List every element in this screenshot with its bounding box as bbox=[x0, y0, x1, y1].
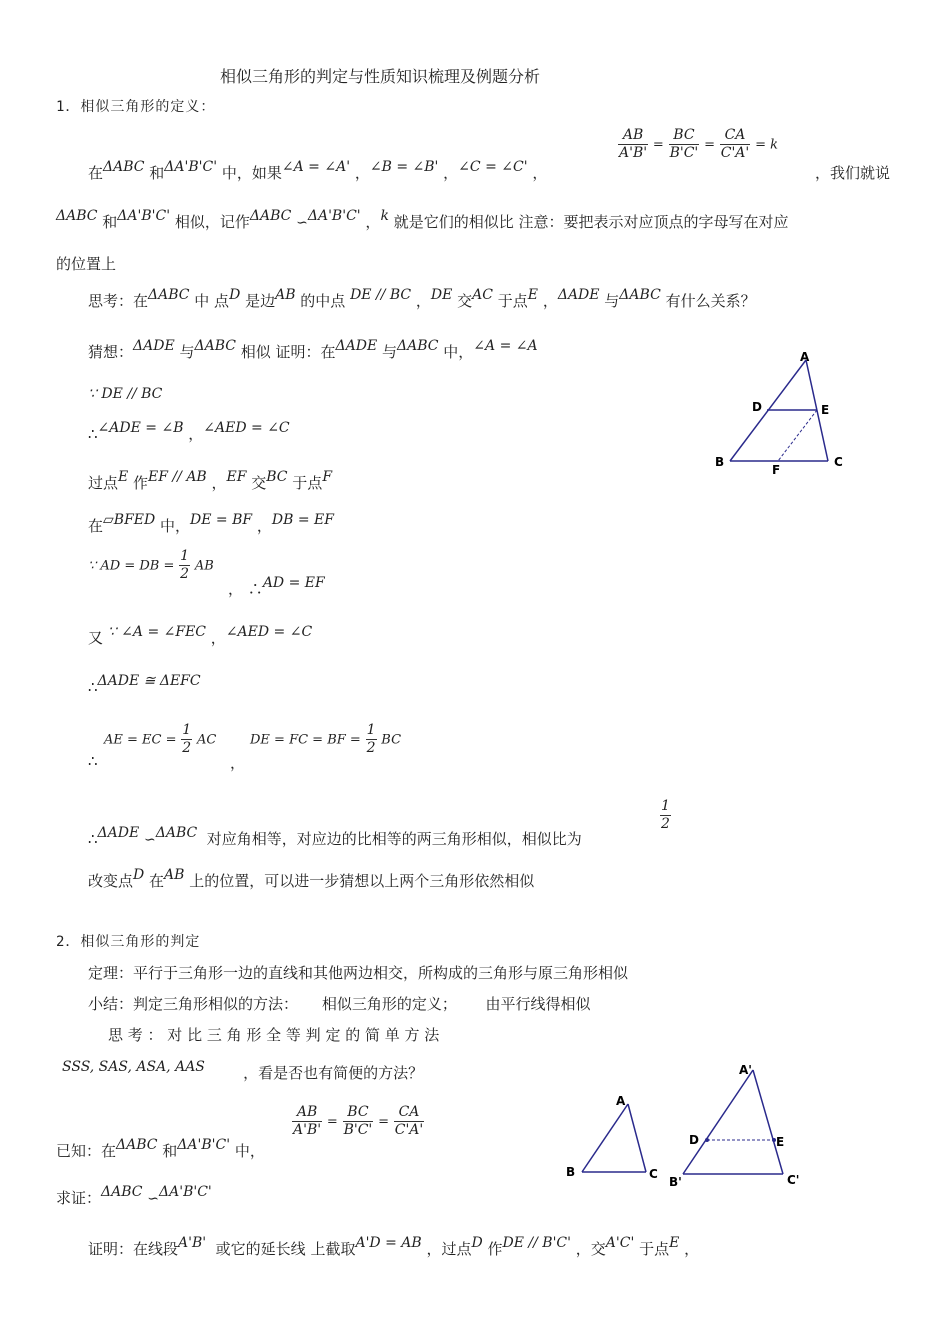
text: ， bbox=[415, 292, 431, 310]
proof-line-2 bbox=[88, 420, 290, 444]
triangle-abc: ΔABC bbox=[619, 287, 661, 303]
side-a1b1 bbox=[683, 1070, 753, 1174]
angle-eq-b: ∠B = ∠B' bbox=[369, 159, 439, 175]
text: 改变点 bbox=[88, 872, 134, 890]
text: 中， bbox=[234, 1142, 265, 1160]
parallel-de-b1c1: DE // B'C' bbox=[502, 1235, 571, 1251]
frac-num: 1 bbox=[661, 798, 670, 814]
angle-eq: ∠A = ∠A bbox=[473, 338, 538, 354]
section-2-heading: 2．相似三角形的判定 bbox=[56, 934, 201, 950]
text: ， bbox=[256, 517, 272, 535]
segment-ab: AB bbox=[275, 287, 296, 303]
congruence-methods: SSS, SAS, ASA, AAS bbox=[62, 1059, 205, 1075]
frac-num: 1 bbox=[182, 722, 192, 738]
definition-line-3: 的位置上 bbox=[56, 255, 117, 273]
prove-line bbox=[56, 1184, 212, 1208]
ratio-num-1: AB bbox=[618, 127, 648, 145]
side-ac bbox=[628, 1104, 646, 1172]
point-d-dot bbox=[705, 1138, 709, 1142]
ratio-den-2: B'C' bbox=[669, 145, 699, 161]
text: 中， bbox=[443, 343, 474, 361]
because-angle: ∵ ∠A = ∠FEC bbox=[107, 624, 207, 640]
angle-eq: ∠AED = ∠C bbox=[203, 420, 290, 436]
text: ， bbox=[354, 164, 370, 182]
think-line bbox=[88, 287, 756, 311]
eq-ad-ef: AD = EF bbox=[262, 575, 325, 591]
point-e: E bbox=[118, 469, 129, 485]
label-c: C bbox=[649, 1167, 658, 1181]
frac-den: 2 bbox=[366, 740, 376, 756]
proof-line-5b bbox=[228, 575, 325, 599]
ratio-eq-2: = bbox=[378, 1114, 389, 1130]
point-e: E bbox=[669, 1235, 680, 1251]
segment-bc: BC bbox=[381, 732, 402, 748]
text: ， bbox=[443, 164, 459, 182]
triangle-abc: ΔABC bbox=[101, 1184, 143, 1200]
text: 和 bbox=[162, 1142, 178, 1160]
triangle-a1b1c1: ΔA'B'C' bbox=[307, 208, 361, 224]
text: ， bbox=[188, 425, 204, 443]
text: 小结：判定三角形相似的方法： bbox=[88, 995, 299, 1013]
text: 相似，记作 bbox=[174, 213, 250, 231]
triangle-abc: ΔABC bbox=[103, 159, 145, 175]
text: 作 bbox=[133, 474, 149, 492]
ratio-eq-2: = bbox=[704, 137, 715, 153]
text: 和 bbox=[102, 213, 118, 231]
text: ， bbox=[211, 474, 227, 492]
proof-line-8 bbox=[104, 722, 216, 757]
point-d: D bbox=[133, 867, 145, 883]
label-b1: B' bbox=[669, 1175, 682, 1189]
text: 与 bbox=[604, 292, 620, 310]
angle-eq: ∠AED = ∠C bbox=[225, 624, 313, 640]
frac-den: 2 bbox=[182, 740, 192, 756]
text: ， bbox=[542, 292, 558, 310]
frac-num: 1 bbox=[366, 722, 376, 738]
segment-bc: BC bbox=[266, 469, 288, 485]
triangle-abc: ΔABC bbox=[155, 825, 198, 841]
proof-line-10 bbox=[88, 867, 535, 891]
proof-line-3 bbox=[88, 469, 333, 493]
text: ， bbox=[210, 629, 226, 647]
text: 证明：在线段 bbox=[88, 1240, 179, 1258]
think-compare-line: 思 考 ： 对 比 三 角 形 全 等 判 定 的 简 单 方 法 bbox=[108, 1026, 440, 1044]
ratio-k-symbol: k bbox=[380, 208, 389, 224]
ratio-num-2: BC bbox=[669, 127, 700, 145]
text: 中 点 bbox=[194, 292, 230, 310]
segment-a1b1: A'B' bbox=[178, 1235, 207, 1251]
guess-line bbox=[88, 338, 538, 362]
ratio-formula bbox=[618, 127, 778, 162]
text: 交 bbox=[457, 292, 473, 310]
label-b: B bbox=[566, 1165, 576, 1179]
parallel-de-bc: DE // BC bbox=[350, 287, 412, 303]
label-e: E bbox=[776, 1135, 785, 1149]
definition-line-2 bbox=[56, 208, 789, 232]
label-d: D bbox=[752, 400, 762, 414]
definition-line-1 bbox=[88, 159, 548, 183]
page-title: 相似三角形的判定与性质知识梳理及例题分析 bbox=[220, 67, 541, 86]
segment-ab: AB bbox=[164, 867, 185, 883]
text: 在 bbox=[149, 872, 165, 890]
point-e: E bbox=[527, 287, 539, 303]
ratio-num-3: CA bbox=[720, 127, 751, 145]
eq-a1d-ab: A'D = AB bbox=[355, 1235, 422, 1251]
figure-triangle-abc bbox=[560, 1090, 670, 1185]
text: 在 bbox=[88, 164, 104, 182]
proof-line-8b bbox=[250, 722, 401, 757]
text: 作 bbox=[487, 1240, 503, 1258]
text: 和 bbox=[149, 164, 165, 182]
ratio-den-1: A'B' bbox=[293, 1122, 322, 1138]
angle-eq: ∠ADE = ∠B bbox=[97, 420, 184, 436]
label-b: B bbox=[715, 455, 725, 469]
proof-line-7 bbox=[88, 673, 201, 696]
text: 相似三角形的定义； bbox=[321, 995, 457, 1013]
similar-symbol: ∽ bbox=[144, 832, 156, 848]
text: 是边 bbox=[245, 292, 276, 310]
text: 求证： bbox=[56, 1189, 102, 1207]
parallelogram-bfed: ▱BFED bbox=[103, 512, 156, 528]
segment-de: DE bbox=[430, 287, 453, 303]
side-a1c1 bbox=[753, 1070, 783, 1174]
ratio-den-2: B'C' bbox=[343, 1122, 373, 1138]
segment-ac: AC bbox=[472, 287, 493, 303]
angle-eq-a: ∠A = ∠A' bbox=[281, 159, 351, 175]
triangle-abc: ΔABC bbox=[397, 338, 439, 354]
text: 对应角相等，对应边的比相等的两三角形相似，相似比为 bbox=[206, 830, 582, 848]
text: 与 bbox=[381, 343, 397, 361]
text: 相似 证明：在 bbox=[240, 343, 336, 361]
triangle-abc: ΔABC bbox=[148, 287, 190, 303]
ratio-eq-1: = bbox=[652, 137, 664, 153]
proof-line-9 bbox=[88, 825, 582, 849]
eq-de-bf: DE = BF bbox=[190, 512, 253, 528]
triangle-a1b1c1: ΔA'B'C' bbox=[159, 1184, 212, 1200]
proof-line-8-therefore: ∴ bbox=[88, 752, 98, 770]
ratio-num-3: CA bbox=[394, 1104, 425, 1122]
triangle-ade: ΔADE bbox=[557, 287, 600, 303]
triangle-ade: ΔADE bbox=[97, 825, 140, 841]
because-parallel: ∵ DE // BC bbox=[88, 386, 163, 402]
ratio-den-3: C'A' bbox=[720, 145, 750, 161]
text: 交 bbox=[251, 474, 267, 492]
ratio-den-1: A'B' bbox=[619, 145, 648, 161]
similar-symbol: ∽ bbox=[147, 1191, 160, 1207]
label-a: A bbox=[616, 1094, 626, 1108]
point-d: D bbox=[471, 1235, 483, 1251]
figure-triangle-ade-abc bbox=[700, 345, 860, 475]
because-ad-db: ∵ AD = DB = bbox=[88, 558, 175, 574]
text: 中， bbox=[160, 517, 191, 535]
triangle-a1b1c1: ΔA'B'C' bbox=[177, 1137, 231, 1153]
proof-line-4 bbox=[88, 512, 334, 536]
segment-ef: EF bbox=[226, 469, 247, 485]
text: 又 bbox=[88, 629, 104, 647]
eq-ae-ec: AE = EC = bbox=[104, 732, 177, 748]
text: 中，如果 bbox=[221, 164, 282, 182]
text: 有什么关系？ bbox=[665, 292, 756, 310]
known-line bbox=[56, 1137, 265, 1161]
definition-line-1-end: ，我们就说 bbox=[815, 164, 891, 182]
text: ，看是否也有简便的方法？ bbox=[243, 1064, 424, 1082]
text: ， bbox=[228, 580, 244, 598]
text: 就是它们的相似比 注意：要把表示对应顶点的字母写在对应 bbox=[393, 213, 789, 231]
summary-line bbox=[88, 993, 591, 1014]
text: 的中点 bbox=[300, 292, 346, 310]
segment-ef bbox=[778, 410, 817, 461]
text: ，交 bbox=[575, 1240, 606, 1258]
point-f: F bbox=[322, 469, 333, 485]
segment-a1c1: A'C' bbox=[605, 1235, 635, 1251]
label-c1: C' bbox=[787, 1173, 800, 1187]
therefore: ∴ bbox=[88, 830, 98, 848]
therefore: ∴ bbox=[247, 580, 263, 598]
label-a1: A' bbox=[739, 1063, 752, 1077]
therefore: ∴ bbox=[88, 425, 98, 443]
triangle-abc: ΔABC bbox=[56, 208, 98, 224]
frac-num: 1 bbox=[180, 548, 190, 564]
theorem-line: 定理：平行于三角形一边的直线和其他两边相交，所构成的三角形与原三角形相似 bbox=[88, 964, 629, 982]
label-c: C bbox=[834, 455, 843, 469]
text: 过点 bbox=[88, 474, 119, 492]
section-1-heading: 1．相似三角形的定义： bbox=[56, 99, 216, 115]
text: ，过点 bbox=[426, 1240, 472, 1258]
segment-ab: AB bbox=[194, 558, 214, 574]
text: 上的位置，可以进一步猜想以上两个三角形依然相似 bbox=[189, 872, 535, 890]
text: 思考：在 bbox=[88, 292, 149, 310]
similar-symbol: ∽ bbox=[296, 215, 308, 231]
text: 或它的延长线 上截取 bbox=[215, 1240, 356, 1258]
segment-ac: AC bbox=[196, 732, 217, 748]
proof-line-8-comma: ， bbox=[230, 754, 246, 772]
label-d: D bbox=[689, 1133, 699, 1147]
triangle-abc: ΔABC bbox=[194, 338, 236, 354]
ratio-num-2: BC bbox=[343, 1104, 374, 1122]
triangle-ade: ΔADE bbox=[335, 338, 378, 354]
ratio-den-3: C'A' bbox=[394, 1122, 424, 1138]
ratio-formula-2 bbox=[292, 1104, 424, 1139]
text: 已知：在 bbox=[56, 1142, 117, 1160]
eq-db-ef: DB = EF bbox=[271, 512, 334, 528]
text: 于点 bbox=[497, 292, 528, 310]
text: ， bbox=[532, 164, 548, 182]
triangle-abc: ΔABC bbox=[116, 1137, 158, 1153]
frac-den: 2 bbox=[661, 816, 670, 832]
ratio-num-1: AB bbox=[292, 1104, 322, 1122]
text: 在 bbox=[88, 517, 104, 535]
frac-den: 2 bbox=[180, 566, 190, 582]
therefore: ∴ bbox=[88, 678, 98, 696]
triangle-abc: ΔABC bbox=[249, 208, 292, 224]
side-ab bbox=[582, 1104, 628, 1172]
ratio-eq-1: = bbox=[326, 1114, 338, 1130]
text: 与 bbox=[179, 343, 195, 361]
figure-triangle-a1b1c1 bbox=[665, 1058, 815, 1193]
parallel-ef-ab: EF // AB bbox=[148, 469, 207, 485]
label-e: E bbox=[821, 403, 830, 417]
text: 于点 bbox=[639, 1240, 670, 1258]
eq-de-fc-bf: DE = FC = BF = bbox=[250, 732, 361, 748]
text: 于点 bbox=[292, 474, 323, 492]
triangle-a1b1c1: ΔA'B'C' bbox=[117, 208, 171, 224]
text: ， bbox=[684, 1240, 700, 1258]
label-a: A bbox=[800, 350, 810, 364]
triangle-ade: ΔADE bbox=[133, 338, 175, 354]
ratio-k: = k bbox=[755, 137, 778, 153]
proof-line-6 bbox=[88, 624, 313, 648]
text: 由平行线得相似 bbox=[485, 995, 591, 1013]
angle-eq-c: ∠C = ∠C' bbox=[458, 159, 528, 175]
text: 猜想： bbox=[88, 343, 134, 361]
proof-start-line bbox=[88, 1235, 700, 1259]
text: ， bbox=[365, 213, 381, 231]
point-d: D bbox=[229, 287, 241, 303]
similarity-ratio-fraction bbox=[660, 798, 671, 833]
proof-line-1 bbox=[88, 384, 162, 402]
methods-line bbox=[62, 1059, 424, 1083]
proof-line-5 bbox=[88, 548, 214, 583]
congruent: ΔADE ≅ ΔEFC bbox=[97, 673, 201, 689]
label-f: F bbox=[772, 463, 781, 475]
triangle-a1b1c1: ΔA'B'C' bbox=[164, 159, 218, 175]
